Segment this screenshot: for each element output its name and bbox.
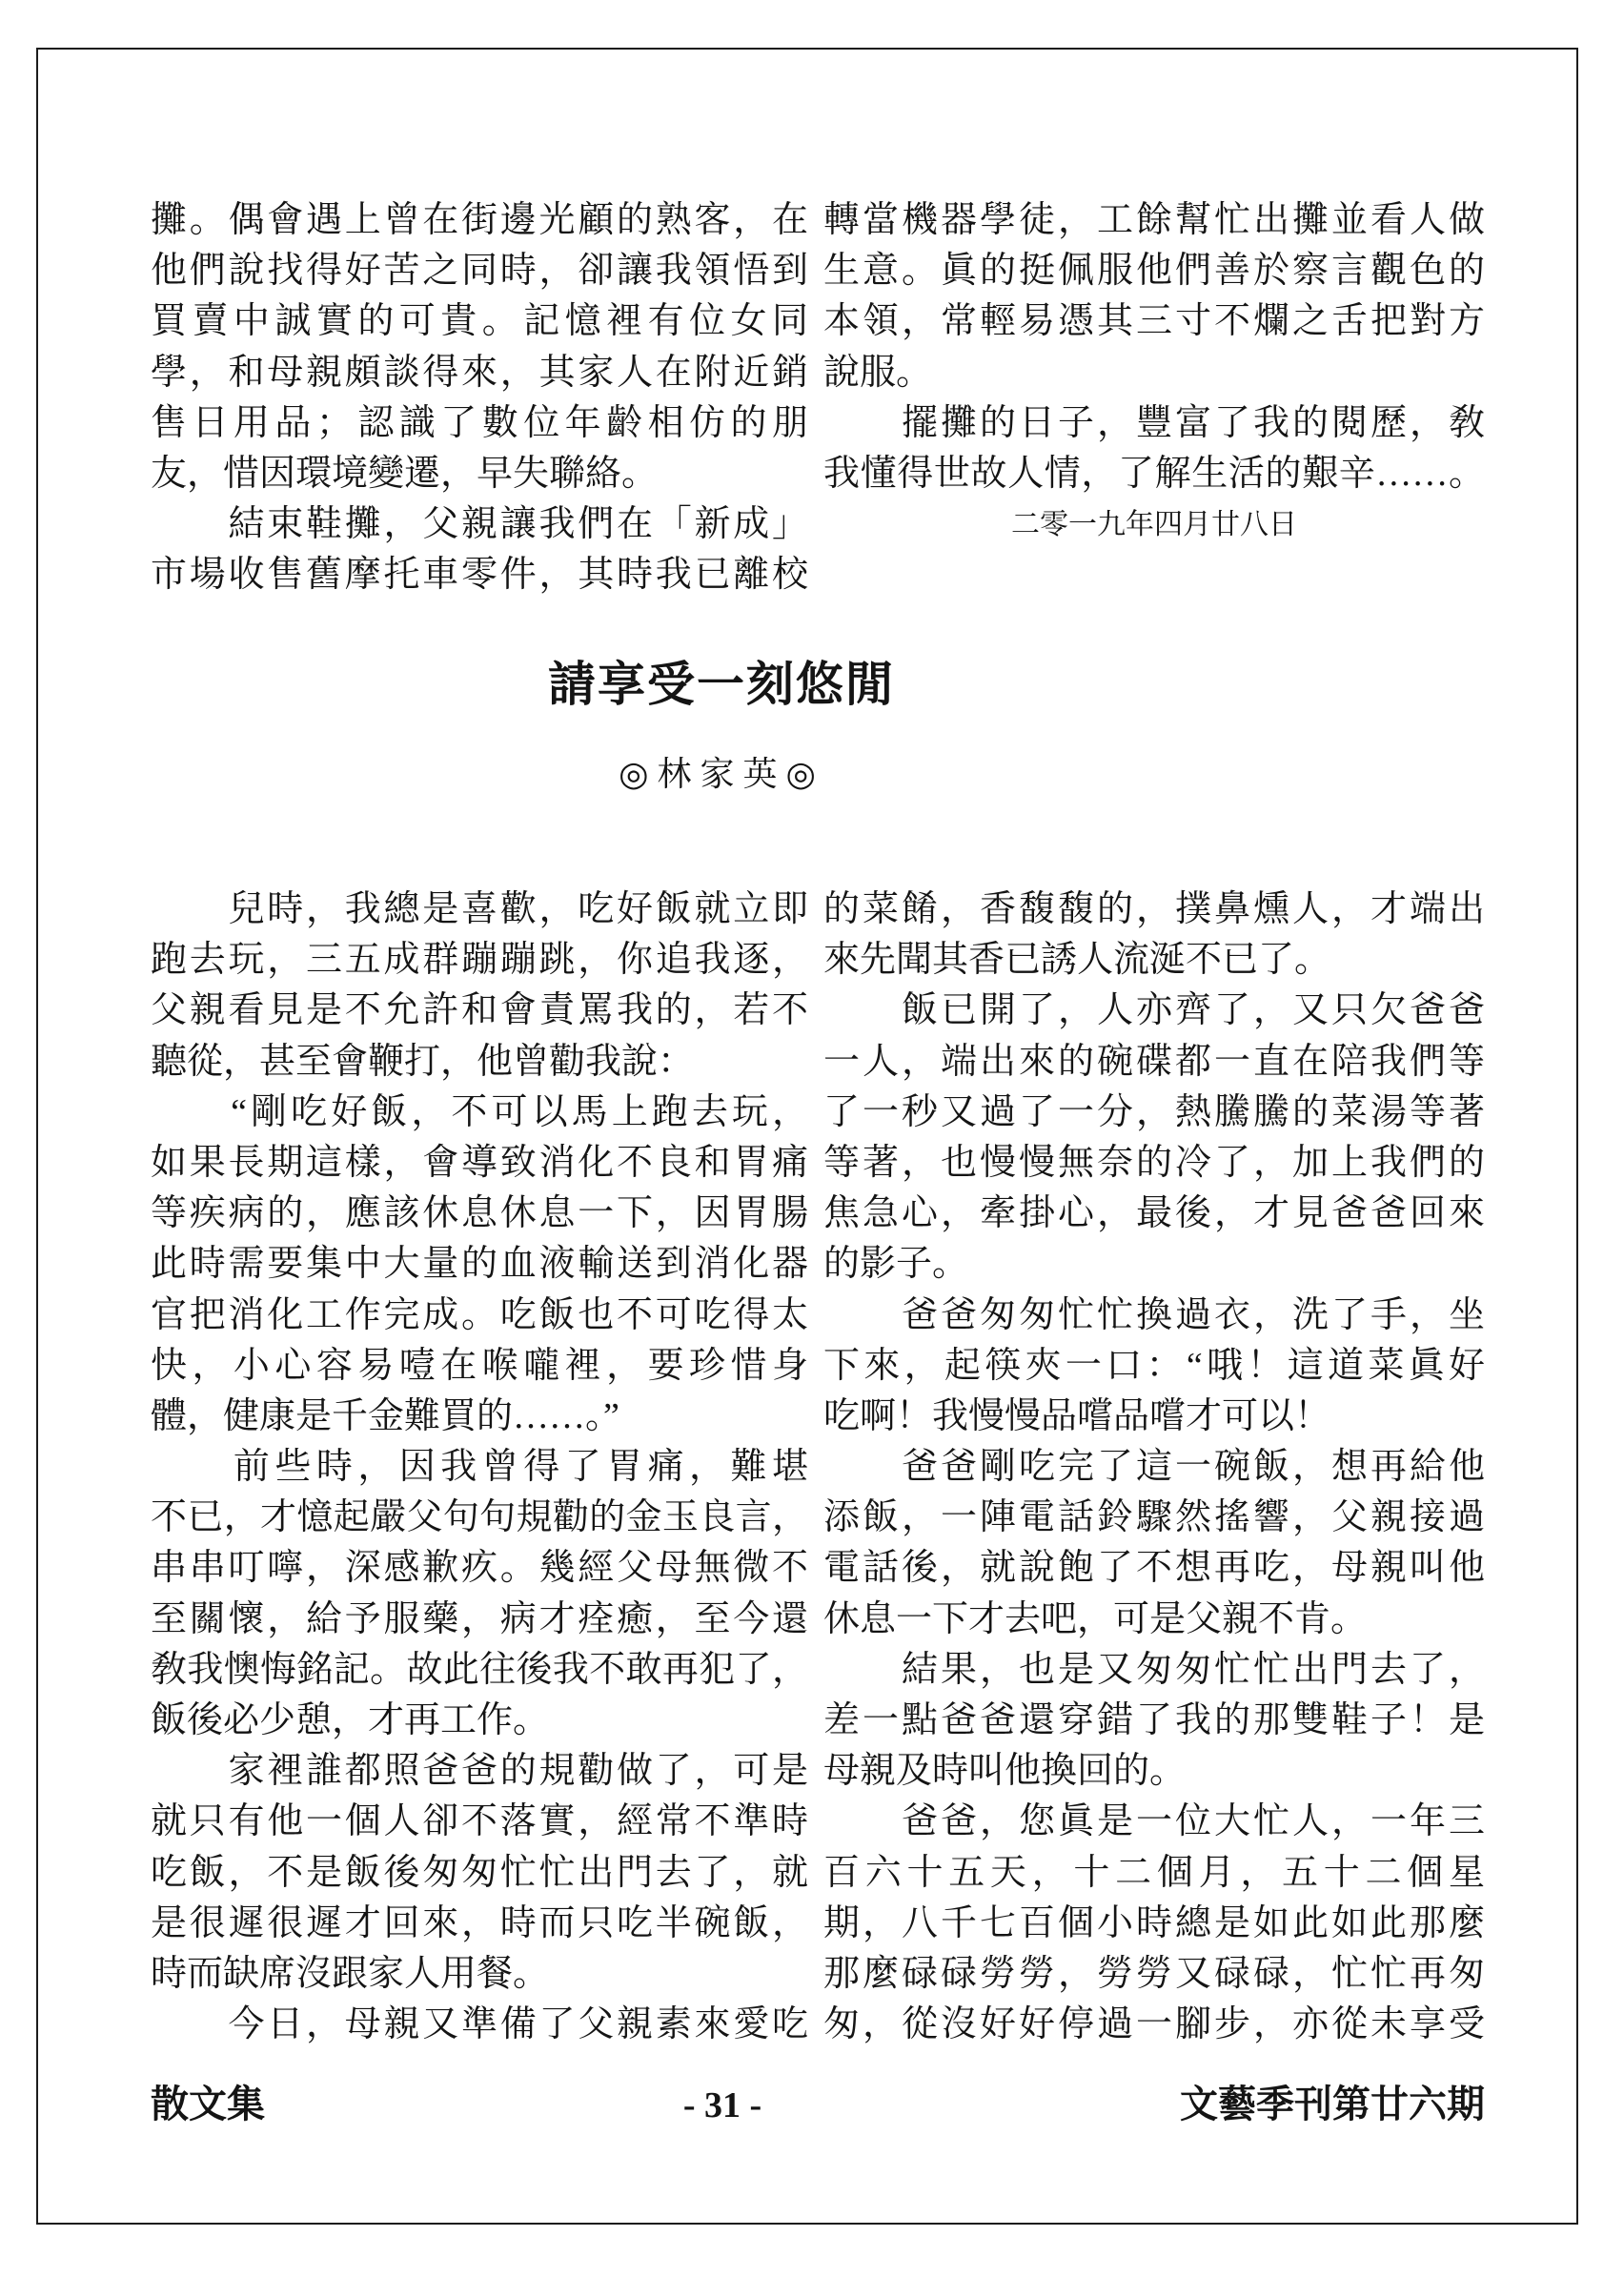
essay-title: 請享受一刻悠閒: [548, 658, 895, 711]
text-line: 爸爸剛吃完了這一碗飯，想再給他: [823, 1447, 1485, 1488]
text-line: 了一秒又過了一分，熱騰騰的菜湯等著: [823, 1091, 1485, 1132]
text-line: 吃啊！我慢慢品嚐品嚐才可以！: [823, 1395, 1331, 1436]
text-line: 跑去玩，三五成群蹦蹦跳，你追我逐，: [151, 940, 808, 981]
text-line: 一人，端出來的碗碟都一直在陪我們等: [823, 1041, 1485, 1082]
text-line: 下來，起筷夾一口：“哦！這道菜眞好: [823, 1345, 1485, 1386]
text-line: 市場收售舊摩托車零件，其時我已離校: [151, 555, 808, 596]
essay-left-column: [151, 884, 808, 2050]
text-line: 買賣中誠實的可貴。記憶裡有位女同: [151, 301, 808, 342]
text-line: 休息一下才去吧，可是父親不肯。: [823, 1598, 1368, 1639]
text-line: 那麼碌碌勞勞，勞勞又碌碌，忙忙再匆: [823, 1953, 1485, 1994]
text-line: 爸爸，您眞是一位大忙人，一年三: [823, 1801, 1485, 1842]
text-line: 飯後必少憩，才再工作。: [151, 1700, 550, 1740]
text-line: 的菜餚，香馥馥的，撲鼻燻人，才端出: [823, 889, 1485, 929]
footer-page-number: - 31 -: [682, 2085, 762, 2125]
text-line: 此時需要集中大量的血液輸送到消化器: [151, 1244, 808, 1285]
text-line: 父親看見是不允許和會責罵我的，若不: [151, 990, 808, 1031]
text-line: 焦急心，牽掛心，最後，才見爸爸回來: [823, 1193, 1485, 1234]
text-line: 家裡誰都照爸爸的規勸做了，可是: [151, 1751, 808, 1792]
text-line: 結果，也是又匆匆忙忙出門去了，: [823, 1649, 1485, 1690]
text-line: 百六十五天，十二個月，五十二個星: [823, 1852, 1485, 1893]
text-line: 友，惜因環境變遷，早失聯絡。: [151, 453, 659, 494]
text-line: 的影子。: [823, 1244, 969, 1285]
footer-collection-name: 散文集: [151, 2084, 265, 2125]
text-line: 聽從，甚至會鞭打，他曾勸我說：: [151, 1041, 695, 1082]
text-line: 匆，從沒好好停過一腳步，亦從未享受: [823, 2004, 1485, 2045]
text-line: 差一點爸爸還穿錯了我的那雙鞋子！是: [823, 1700, 1485, 1740]
text-line: 攤。偶會遇上曾在街邊光顧的熟客，在: [151, 200, 808, 240]
essay-right-column: [823, 884, 1485, 2050]
text-line: 今日，母親又準備了父親素來愛吃: [151, 2004, 808, 2045]
text-line: 體，健康是千金難買的……。”: [151, 1395, 619, 1436]
prev-essay-right-column: [823, 195, 1485, 550]
text-line: 他們說找得好苦之同時，卻讓我領悟到: [151, 251, 808, 292]
text-line: 串串叮嚀，深感歉疚。幾經父母無微不: [151, 1548, 808, 1589]
text-line: 敎我懊悔銘記。故此往後我不敢再犯了，: [151, 1649, 808, 1690]
text-line: 學，和母親頗談得來，其家人在附近銷: [151, 352, 808, 393]
text-line: 前些時，因我曾得了胃痛，難堪: [151, 1447, 808, 1488]
text-line: 就只有他一個人卻不落實，經常不準時: [151, 1801, 808, 1842]
text-line: 快，小心容易噎在喉嚨裡，要珍惜身: [151, 1345, 808, 1386]
text-line: 母親及時叫他換回的。: [823, 1751, 1187, 1792]
text-line: 我懂得世故人情，了解生活的艱辛……。: [823, 453, 1485, 494]
text-line: 來先聞其香已誘人流涎不已了。: [823, 940, 1331, 981]
text-line: 爸爸匆匆忙忙換過衣，洗了手，坐: [823, 1294, 1485, 1335]
text-line: 官把消化工作完成。吃飯也不可吃得太: [151, 1294, 808, 1335]
text-line: 兒時，我總是喜歡，吃好飯就立即: [151, 889, 808, 929]
text-line: 至關懷，給予服藥，病才痊癒，至今還: [151, 1598, 808, 1639]
text-line: 時而缺席沒跟家人用餐。: [151, 1953, 550, 1994]
text-line: 結束鞋攤，父親讓我們在「新成」: [151, 504, 808, 545]
date-line: 二零一九年四月廿八日: [1011, 509, 1297, 541]
text-line: 生意。眞的挺佩服他們善於察言觀色的: [823, 251, 1485, 292]
text-line: 售日用品；認識了數位年齡相仿的朋: [151, 402, 808, 443]
text-line: 等疾病的，應該休息休息一下，因胃腸: [151, 1193, 808, 1234]
text-line: 等著，也慢慢無奈的冷了，加上我們的: [823, 1142, 1485, 1183]
text-line: 期，八千七百個小時總是如此如此那麼: [823, 1902, 1485, 1943]
text-line: 如果長期這樣，會導致消化不良和胃痛: [151, 1142, 808, 1183]
text-line: 電話後，就說飽了不想再吃，母親叫他: [823, 1548, 1485, 1589]
text-line: 飯已開了，人亦齊了，又只欠爸爸: [823, 990, 1485, 1031]
text-line: 本領，常輕易憑其三寸不爛之舌把對方: [823, 301, 1485, 342]
text-line: 擺攤的日子，豐富了我的閱歷，敎: [823, 402, 1485, 443]
text-line: 添飯，一陣電話鈴驟然搖響，父親接過: [823, 1497, 1485, 1538]
text-line: 轉當機器學徒，工餘幫忙出攤並看人做: [823, 200, 1485, 240]
text-line: “剛吃好飯，不可以馬上跑去玩，: [151, 1091, 808, 1132]
text-line: 吃飯，不是飯後匆匆忙忙出門去了，就: [151, 1852, 808, 1893]
prev-essay-left-column: [151, 195, 808, 601]
footer-journal-name: 文藝季刊第廿六期: [1180, 2084, 1485, 2125]
text-line: 不已，才憶起嚴父句句規勸的金玉良言，: [151, 1497, 808, 1538]
essay-author: ◎林家英◎: [619, 755, 824, 793]
text-line: 是很遲很遲才回來，時而只吃半碗飯，: [151, 1902, 808, 1943]
page-footer: [151, 2074, 1485, 2128]
text-line: 說服。: [823, 352, 933, 393]
